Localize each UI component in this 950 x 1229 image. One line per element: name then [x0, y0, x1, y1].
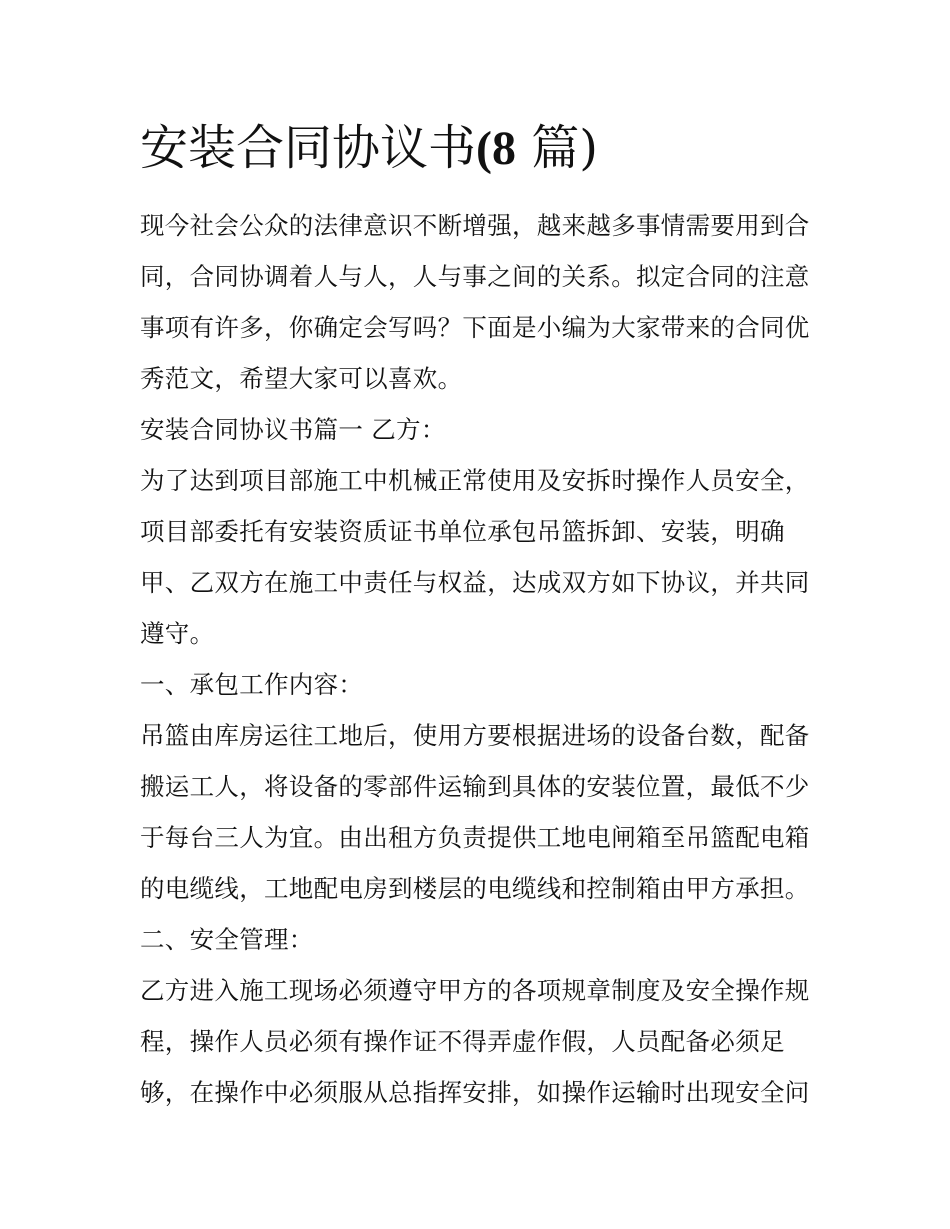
text-line: 事项有许多，你确定会写吗？下面是小编为大家带来的合同优 — [140, 313, 810, 342]
title-paren: ( — [476, 122, 492, 175]
document-title — [140, 116, 820, 181]
text-line: 搬运工人，将设备的零部件运输到具体的安装位置，最低不少 — [140, 772, 810, 801]
section-heading: 一、承包工作内容： — [140, 670, 364, 699]
section-heading: 安装合同协议书篇一 乙方： — [140, 415, 446, 444]
text-line: 乙方进入施工现场必须遵守甲方的各项规章制度及安全操作规 — [140, 976, 810, 1005]
text-line: 于每台三人为宜。由出租方负责提供工地电闸箱至吊篮配电箱 — [140, 823, 810, 852]
text-line: 的电缆线，工地配电房到楼层的电缆线和控制箱由甲方承担。 — [140, 874, 810, 903]
title-number: 8 — [492, 122, 516, 175]
text-line: 够，在操作中必须服从总指挥安排，如操作运输时出现安全问 — [140, 1078, 810, 1107]
text-line: 为了达到项目部施工中机械正常使用及安拆时操作人员安全， — [140, 466, 810, 495]
title-suffix: 篇) — [516, 120, 598, 176]
text-line: 遵守。 — [140, 619, 215, 648]
text-line: 秀范文，希望大家可以喜欢。 — [140, 364, 463, 393]
text-line: 程，操作人员必须有操作证不得弄虚作假，人员配备必须足 — [140, 1027, 785, 1056]
title-main: 安装合同协议书 — [140, 120, 477, 176]
text-line: 同，合同协调着人与人，人与事之间的关系。拟定合同的注意 — [140, 262, 810, 291]
document-body — [140, 200, 820, 1118]
text-line: 吊篮由库房运往工地后，使用方要根据进场的设备台数，配备 — [140, 721, 810, 750]
section-heading: 二、安全管理： — [140, 925, 314, 954]
text-line: 甲、乙双方在施工中责任与权益，达成双方如下协议，并共同 — [140, 568, 810, 597]
text-line: 项目部委托有安装资质证书单位承包吊篮拆卸、安装，明确 — [140, 517, 785, 546]
text-line: 现今社会公众的法律意识不断增强，越来越多事情需要用到合 — [140, 211, 810, 240]
